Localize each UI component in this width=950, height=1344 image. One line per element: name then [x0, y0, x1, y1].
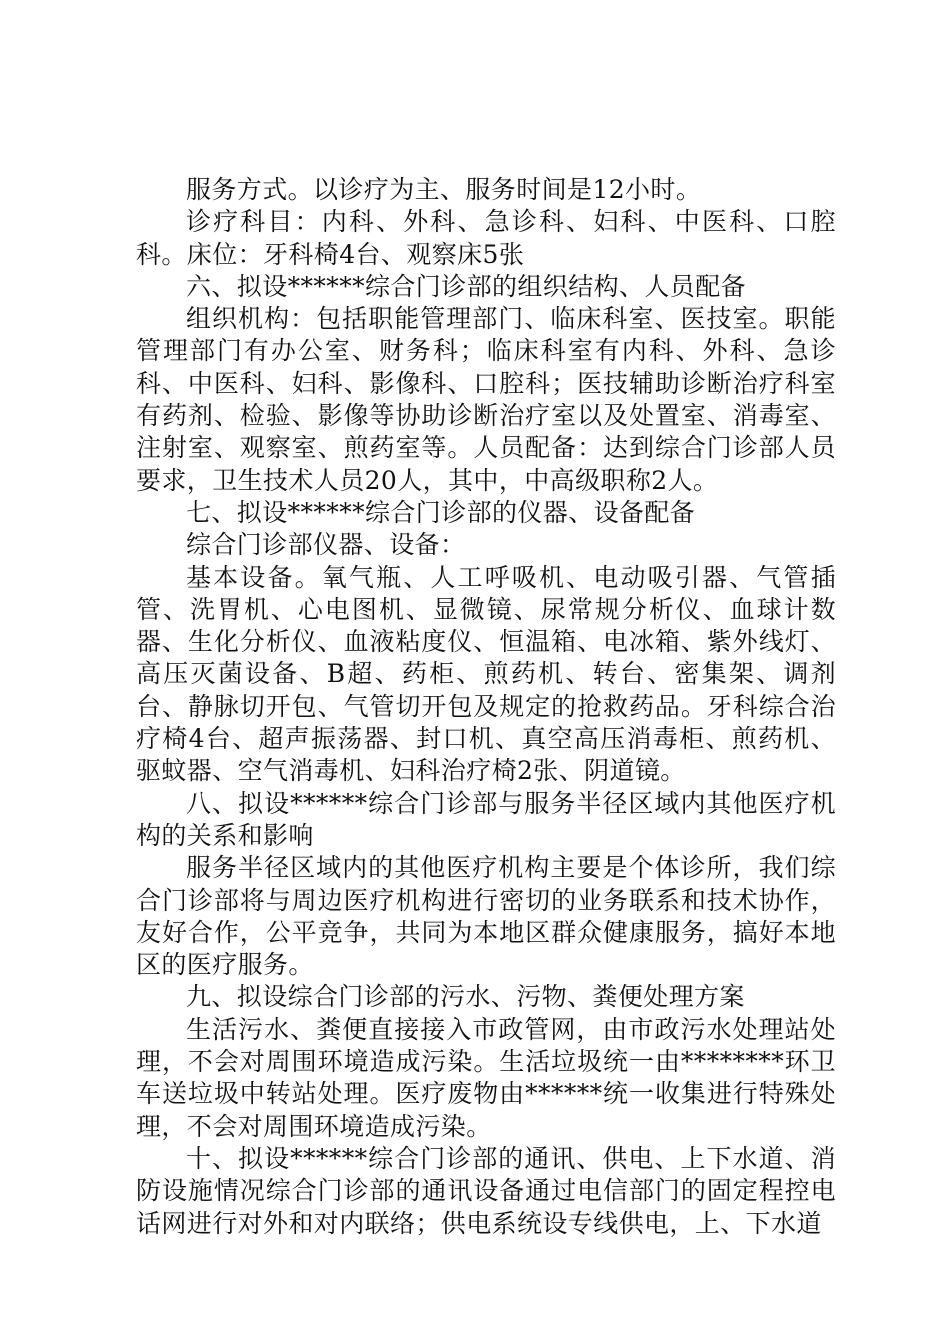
paragraph-relations: 服务半径区域内的其他医疗机构主要是个体诊所，我们综合门诊部将与周边医疗机构进行密切的业务联系和技术协作，友好合作，公平竞争，共同为本地区群众健康服务，搞好本地区的医疗服务。	[136, 853, 836, 980]
paragraph-equipment-list: 基本设备。氧气瓶、人工呼吸机、电动吸引器、气管插管、洗胃机、心电图机、显微镜、尿常规分析仪、血球计数器、生化分析仪、血液粘度仪、恒温箱、电冰箱、紫外线灯、高压灭菌设备、B超、药柜、煎药机、转台、密集架、调剂台、静脉切开包、气管切开包及规定的抢救药品。牙科综合治疗椅4台、超声振荡器、封口机、真空高压消毒柜、煎药机、驱蚊器、空气消毒机、妇科治疗椅2张、阴道镜。	[136, 562, 836, 786]
section-heading-10: 十、拟设******综合门诊部的通讯、供电、上下水道、消防设施情况综合门诊部的通讯设备通过电信部门的固定程控电话网进行对外和对内联络；供电系统设专线供电，上、下水道	[136, 1143, 836, 1238]
section-heading-6: 六、拟设******综合门诊部的组织结构、人员配备	[186, 271, 747, 301]
paragraph-equipment-intro: 综合门诊部仪器、设备：	[186, 530, 466, 560]
document-body	[136, 174, 836, 1240]
section-heading-9: 九、拟设综合门诊部的污水、污物、粪便处理方案	[186, 982, 745, 1012]
paragraph-organization: 组织机构：包括职能管理部门、临床科室、医技室。职能管理部门有办公室、财务科；临床科室有内科、外科、急诊科、中医科、妇科、影像科、口腔科；医技辅助诊断治疗科室有药剂、检验、影像等协助诊断治疗室以及处置室、消毒室、注射室、观察室、煎药室等。人员配备：达到综合门诊部人员要求，卫生技术人员20人，其中，中高级职称2人。	[136, 304, 836, 495]
section-heading-8: 八、拟设******综合门诊部与服务半径区域内其他医疗机构的关系和影响	[136, 788, 836, 850]
paragraph-waste: 生活污水、粪便直接接入市政管网，由市政污水处理站处理，不会对周围环境造成污染。生活垃圾统一由********环卫车送垃圾中转站处理。医疗废物由******统一收集进行特殊处理，不会对周围环境造成污染。	[136, 1014, 836, 1141]
paragraph-departments: 诊疗科目：内科、外科、急诊科、妇科、中医科、口腔科。床位：牙科椅4台、观察床5张	[136, 207, 836, 269]
paragraph-service-mode: 服务方式。以诊疗为主、服务时间是12小时。	[186, 175, 702, 204]
section-heading-7: 七、拟设******综合门诊部的仪器、设备配备	[186, 497, 696, 527]
